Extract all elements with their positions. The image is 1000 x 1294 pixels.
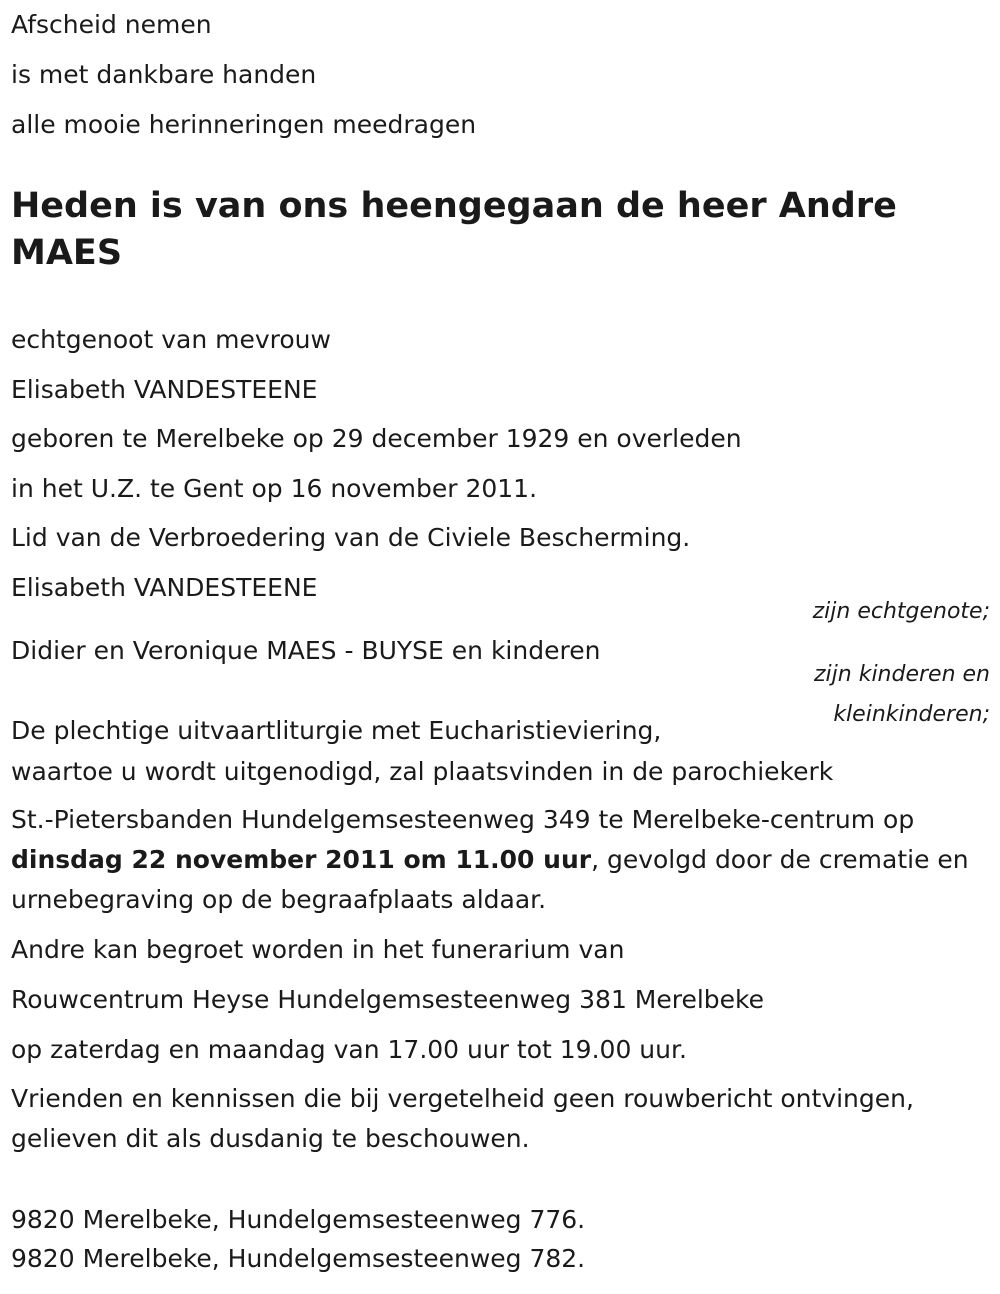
children-role-1: zijn kinderen en	[814, 662, 990, 687]
bio-line-2: Elisabeth VANDESTEENE	[11, 375, 318, 404]
visitation-line-1: Andre kan begroet worden in het funerarium van	[11, 935, 625, 964]
ceremony-line-5: urnebegraving op de begraafplaats aldaar.	[11, 885, 547, 914]
bio-line-1: echtgenoot van mevrouw	[11, 325, 331, 354]
ceremony-line-1: De plechtige uitvaartliturgie met Eucharistieviering,	[11, 716, 662, 745]
children-role-2: kleinkinderen;	[833, 702, 990, 727]
poem-line-3: alle mooie herinneringen meedragen	[11, 110, 477, 139]
poem-line-1: Afscheid nemen	[11, 10, 212, 39]
spouse-role: zijn echtgenote;	[812, 599, 990, 624]
announcement-title	[11, 183, 971, 277]
title-line-2: MAES	[11, 233, 123, 273]
ceremony-line-4	[11, 844, 969, 876]
bio-line-5: Lid van de Verbroedering van de Civiele Bescherming.	[11, 523, 691, 552]
bio-line-4: in het U.Z. te Gent op 16 november 2011.	[11, 474, 538, 503]
poem-line-2: is met dankbare handen	[11, 60, 317, 89]
spouse-name: Elisabeth VANDESTEENE	[11, 573, 318, 602]
visitation-line-3: op zaterdag en maandag van 17.00 uur tot 19.00 uur.	[11, 1035, 687, 1064]
ceremony-line-4-rest: , gevolgd door de crematie en	[591, 845, 969, 874]
address-line-1: 9820 Merelbeke, Hundelgemsesteenweg 776.	[11, 1205, 586, 1234]
bio-line-3: geboren te Merelbeke op 29 december 1929 en overleden	[11, 424, 742, 453]
notice-line-1: Vrienden en kennissen die bij vergetelheid geen rouwbericht ontvingen,	[11, 1084, 914, 1113]
ceremony-date: dinsdag 22 november 2011 om 11.00 uur	[11, 845, 592, 874]
ceremony-line-3: St.-Pietersbanden Hundelgemsesteenweg 349 te Merelbeke-centrum op	[11, 805, 915, 834]
address-line-2: 9820 Merelbeke, Hundelgemsesteenweg 782.	[11, 1244, 586, 1273]
notice-line-2: gelieven dit als dusdanig te beschouwen.	[11, 1124, 530, 1153]
ceremony-line-2: waartoe u wordt uitgenodigd, zal plaatsvinden in de parochiekerk	[11, 757, 834, 786]
children-names: Didier en Veronique MAES - BUYSE en kinderen	[11, 636, 601, 665]
visitation-line-2: Rouwcentrum Heyse Hundelgemsesteenweg 381 Merelbeke	[11, 985, 765, 1014]
title-line-1: Heden is van ons heengegaan de heer Andre	[11, 186, 897, 226]
